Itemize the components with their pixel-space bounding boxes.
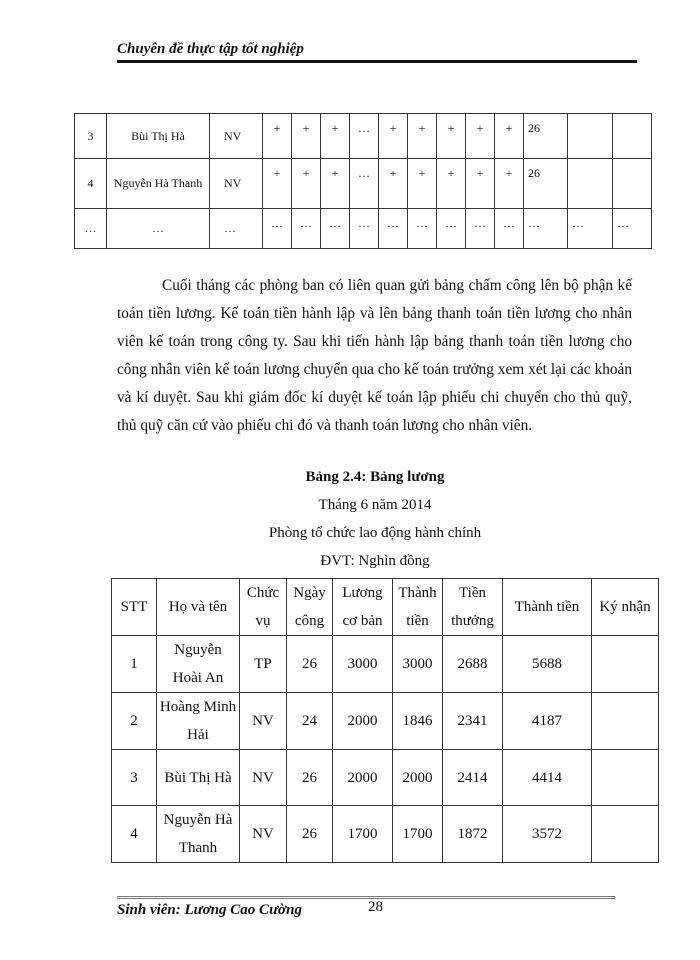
salary-row bbox=[112, 750, 659, 806]
salary-header-cell: Họ và tên bbox=[157, 579, 240, 636]
page-number: 28 bbox=[368, 899, 383, 915]
attendance-mark: + bbox=[437, 114, 466, 159]
footer-rule bbox=[117, 896, 615, 901]
row-total-days: 26 bbox=[524, 159, 568, 209]
header-rule bbox=[117, 60, 637, 63]
salary-cell: 3572 bbox=[503, 806, 592, 863]
salary-cell: 5688 bbox=[503, 636, 592, 693]
row-extra-cell bbox=[613, 114, 652, 159]
row-position: NV bbox=[210, 159, 263, 209]
salary-cell: 2414 bbox=[443, 750, 503, 806]
attendance-mark: … bbox=[350, 209, 379, 249]
attendance-table-continuation bbox=[74, 113, 652, 249]
row-stt: … bbox=[75, 209, 107, 249]
header-title: Chuyên đề thực tập tốt nghiệp bbox=[117, 41, 304, 57]
attendance-mark: … bbox=[437, 209, 466, 249]
salary-cell: 4414 bbox=[503, 750, 592, 806]
salary-cell: TP bbox=[240, 636, 287, 693]
attendance-row bbox=[75, 159, 652, 209]
row-name: Bùi Thị Hà bbox=[107, 114, 210, 159]
salary-cell: 3000 bbox=[333, 636, 393, 693]
attendance-mark: + bbox=[408, 114, 437, 159]
salary-cell: 1846 bbox=[393, 693, 443, 750]
salary-header-cell: Ký nhận bbox=[592, 579, 659, 636]
attendance-mark: … bbox=[263, 209, 292, 249]
attendance-mark: … bbox=[350, 159, 379, 209]
salary-cell: 26 bbox=[287, 750, 333, 806]
salary-header-cell: Tiền thưởng bbox=[443, 579, 503, 636]
attendance-mark: + bbox=[292, 159, 321, 209]
table-month: Tháng 6 năm 2014 bbox=[318, 497, 432, 513]
row-total-days: 26 bbox=[524, 114, 568, 159]
attendance-row bbox=[75, 114, 652, 159]
salary-cell: 1872 bbox=[443, 806, 503, 863]
salary-cell: 4187 bbox=[503, 693, 592, 750]
salary-header-cell: STT bbox=[112, 579, 157, 636]
row-name: … bbox=[107, 209, 210, 249]
attendance-mark: + bbox=[321, 114, 350, 159]
salary-cell: Nguyễn Hoài An bbox=[157, 636, 240, 693]
attendance-mark: … bbox=[379, 209, 408, 249]
table-department: Phòng tổ chức lao động hành chính bbox=[268, 525, 482, 541]
attendance-mark: … bbox=[321, 209, 350, 249]
attendance-mark: + bbox=[263, 159, 292, 209]
salary-cell bbox=[592, 693, 659, 750]
salary-header-cell: Lương cơ bản bbox=[333, 579, 393, 636]
row-extra-cell bbox=[568, 114, 613, 159]
salary-cell: 2 bbox=[112, 693, 157, 750]
row-position: … bbox=[210, 209, 263, 249]
attendance-mark: + bbox=[292, 114, 321, 159]
row-extra-cell: … bbox=[613, 209, 652, 249]
salary-cell bbox=[592, 806, 659, 863]
row-position: NV bbox=[210, 114, 263, 159]
attendance-mark: + bbox=[495, 159, 524, 209]
salary-cell: 3000 bbox=[393, 636, 443, 693]
salary-cell: Hoàng Minh Hải bbox=[157, 693, 240, 750]
row-extra-cell bbox=[613, 159, 652, 209]
salary-cell: NV bbox=[240, 806, 287, 863]
salary-row bbox=[112, 806, 659, 863]
body-paragraph: Cuối tháng các phòng ban có liên quan gửi bảng chấm công lên bộ phận kế toán tiền lương. Kế toán tiền hành lập và lên bảng thanh toán tiền lương cho nhân viên kế toán trong công ty. Sau khi tiến hành lập bảng thanh toán tiền lương cho công nhân viên kế toán lương chuyển qua cho kế toán trưởng xem xét lại các khoản và kí duyệt. Sau khi giám đốc kí duyệt kế toán lập phiếu chi chuyển cho thủ quỹ, thủ quỹ căn cứ vào phiếu chi đó và thanh toán lương cho nhân viên. bbox=[117, 277, 632, 434]
row-extra-cell bbox=[568, 159, 613, 209]
attendance-mark: + bbox=[263, 114, 292, 159]
salary-cell: Nguyễn Hà Thanh bbox=[157, 806, 240, 863]
salary-cell bbox=[592, 636, 659, 693]
salary-cell: NV bbox=[240, 750, 287, 806]
salary-cell: 24 bbox=[287, 693, 333, 750]
attendance-mark: … bbox=[408, 209, 437, 249]
salary-cell: 1700 bbox=[393, 806, 443, 863]
salary-header-row bbox=[112, 579, 659, 636]
salary-header-cell: Thành tiền bbox=[503, 579, 592, 636]
attendance-mark: + bbox=[437, 159, 466, 209]
salary-cell: Bùi Thị Hà bbox=[157, 750, 240, 806]
salary-cell: 2000 bbox=[333, 693, 393, 750]
salary-cell: 3 bbox=[112, 750, 157, 806]
salary-row bbox=[112, 636, 659, 693]
attendance-mark: … bbox=[292, 209, 321, 249]
table-unit: ĐVT: Nghìn đồng bbox=[320, 553, 430, 569]
attendance-row bbox=[75, 209, 652, 249]
salary-cell: 1 bbox=[112, 636, 157, 693]
salary-cell bbox=[592, 750, 659, 806]
row-stt: 4 bbox=[75, 159, 107, 209]
salary-table bbox=[111, 578, 659, 863]
attendance-mark: … bbox=[495, 209, 524, 249]
salary-cell: 26 bbox=[287, 806, 333, 863]
salary-cell: 2688 bbox=[443, 636, 503, 693]
attendance-mark: + bbox=[466, 114, 495, 159]
attendance-mark: + bbox=[466, 159, 495, 209]
salary-cell: NV bbox=[240, 693, 287, 750]
attendance-mark: + bbox=[379, 159, 408, 209]
salary-cell: 2000 bbox=[393, 750, 443, 806]
row-total-days: … bbox=[524, 209, 568, 249]
row-stt: 3 bbox=[75, 114, 107, 159]
row-name: Nguyễn Hà Thanh bbox=[107, 159, 210, 209]
attendance-mark: + bbox=[321, 159, 350, 209]
salary-cell: 26 bbox=[287, 636, 333, 693]
attendance-mark: … bbox=[466, 209, 495, 249]
salary-cell: 1700 bbox=[333, 806, 393, 863]
attendance-mark: + bbox=[379, 114, 408, 159]
salary-header-cell: Thành tiền bbox=[393, 579, 443, 636]
salary-cell: 4 bbox=[112, 806, 157, 863]
attendance-mark: + bbox=[495, 114, 524, 159]
salary-row bbox=[112, 693, 659, 750]
attendance-mark: + bbox=[408, 159, 437, 209]
salary-cell: 2000 bbox=[333, 750, 393, 806]
salary-header-cell: Ngày công bbox=[287, 579, 333, 636]
salary-header-cell: Chức vụ bbox=[240, 579, 287, 636]
row-extra-cell: … bbox=[568, 209, 613, 249]
table-caption: Bảng 2.4: Bảng lương bbox=[305, 469, 445, 485]
footer-student: Sinh viên: Lương Cao Cường bbox=[117, 902, 302, 918]
attendance-mark: … bbox=[350, 114, 379, 159]
salary-cell: 2341 bbox=[443, 693, 503, 750]
